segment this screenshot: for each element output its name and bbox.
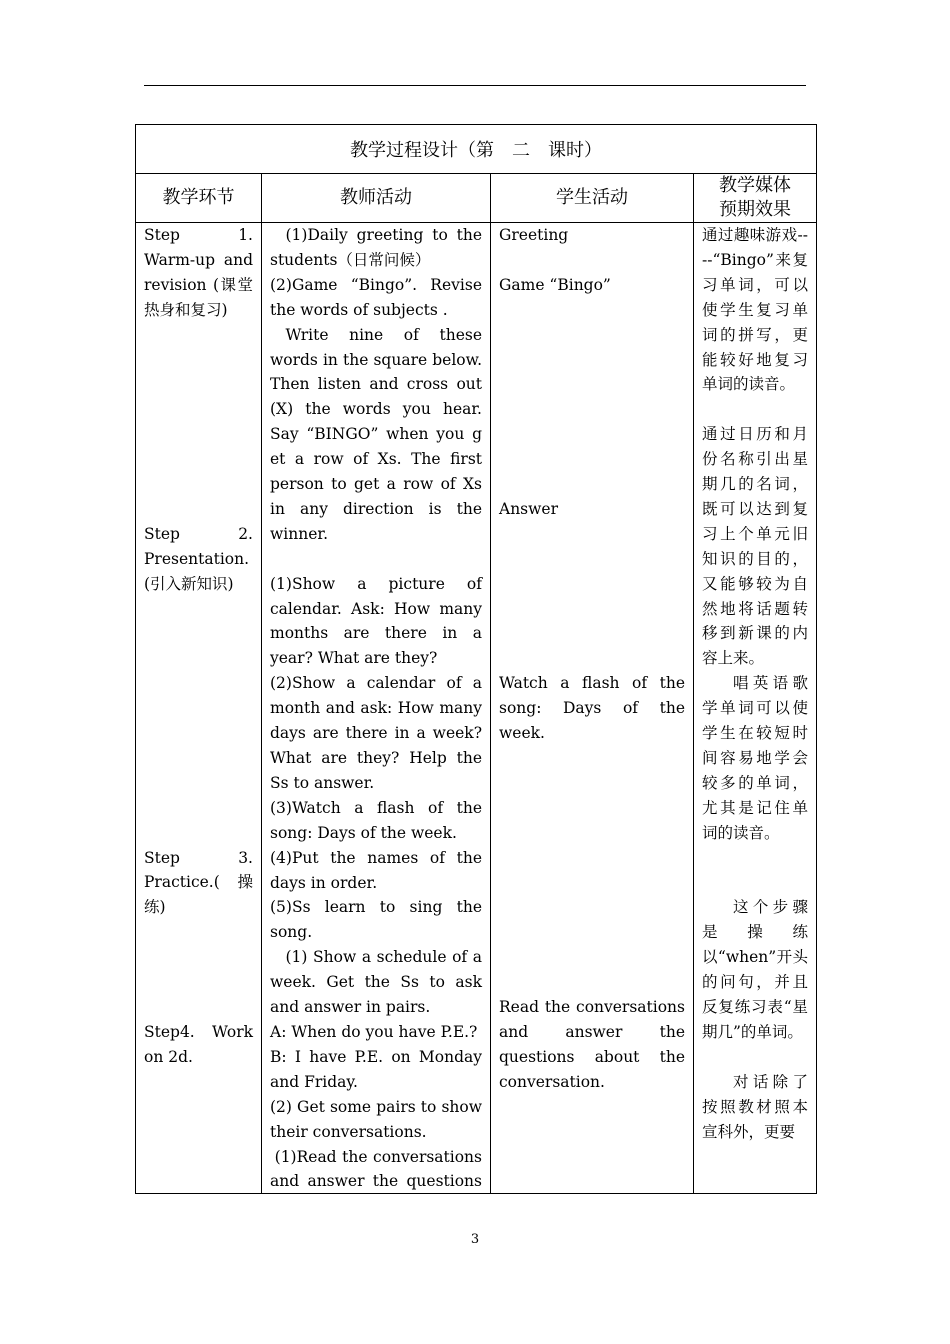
media-text-2: 通过日历和月份名称引出星期几的名词，既可以达到复习上个单元旧知识的目的，又能够较为自然地将话题转移到新课的内容上来。 [702, 425, 808, 668]
header-teacher: 教师活动 [262, 174, 491, 223]
step-4: Step4. Work on 2d. [144, 1022, 253, 1066]
teacher-text-13: (1)Read the conversations and answer the questions [270, 1147, 482, 1191]
teacher-text-12: (2) Get some pairs to show their conversations. [270, 1097, 482, 1141]
student-text-1: Greeting [499, 226, 569, 244]
media-text-4: 这个步骤是操练以“when”开头的问句，并且反复练习表“星期几”的单词。 [702, 898, 808, 1041]
header-student: 学生活动 [491, 174, 694, 223]
stage-column [136, 223, 262, 1194]
media-text-1: 通过趣味游戏----“Bingo”来复习单词，可以使学生复习单词的拼写，更能较好地复习单词的读音。 [702, 226, 808, 394]
teacher-text-6: (3)Watch a flash of the song: Days of the week. [270, 798, 482, 842]
student-text-2: Game “Bingo” [499, 275, 611, 294]
teacher-text-2: (2)Game “Bingo”. Revise the words of subjects . [270, 275, 482, 319]
header-rule [144, 85, 806, 86]
student-column [491, 223, 694, 1194]
header-media [694, 174, 817, 223]
step-3: Step 3. Practice.(操练) [144, 848, 253, 917]
page-number: 3 [470, 1232, 480, 1247]
student-text-3: Answer [499, 499, 558, 518]
teacher-text-10: A: When do you have P.E.? [270, 1022, 478, 1041]
media-text-5: 对话除了按照教材照本宣科外，更要 [702, 1072, 808, 1141]
table-title: 教学过程设计（第 二 课时） [136, 125, 817, 174]
header-stage: 教学环节 [136, 174, 262, 223]
teacher-text-3: Write nine of these words in the square below. Then listen and cross out (X) the words you hear. Say “BINGO” when you g et a row of Xs. The first person to get a row of Xs in any direction is the winner. [270, 325, 482, 543]
teacher-text-9: (1) Show a schedule of a week. Get the Ss to ask and answer in pairs. [270, 948, 482, 1017]
header-media-line2: 预期效果 [719, 199, 791, 220]
step-1: Step 1. Warm-up and revision (课堂热身和复习) [144, 226, 253, 319]
teacher-text-11: B: I have P.E. on Monday and Friday. [270, 1047, 482, 1091]
teacher-text-8: (5)Ss learn to sing the song. [270, 898, 482, 942]
lesson-plan-table [135, 124, 817, 1194]
student-text-4: Watch a flash of the song: Days of the week. [499, 674, 685, 742]
teacher-text-5: (2)Show a calendar of a month and ask: How many days are there in a week? What are they? Help the Ss to answer. [270, 674, 482, 792]
teacher-text-4: (1)Show a picture of calendar. Ask: How many months are there in a year? What are they? [270, 574, 482, 668]
header-media-line1: 教学媒体 [719, 175, 791, 196]
teacher-text-7: (4)Put the names of the days in order. [270, 848, 482, 892]
step-2: Step 2. Presentation.(引入新知识) [144, 524, 253, 593]
media-text-3: 唱英语歌学单词可以使学生在较短时间容易地学会较多的单词，尤其是记住单词的读音。 [702, 674, 808, 842]
media-column [694, 223, 817, 1194]
teacher-column [262, 223, 491, 1194]
teacher-text-1: (1)Daily greeting to the students（日常问候） [270, 226, 482, 269]
student-text-5: Read the conversations and answer the questions about the conversation. [499, 997, 685, 1091]
